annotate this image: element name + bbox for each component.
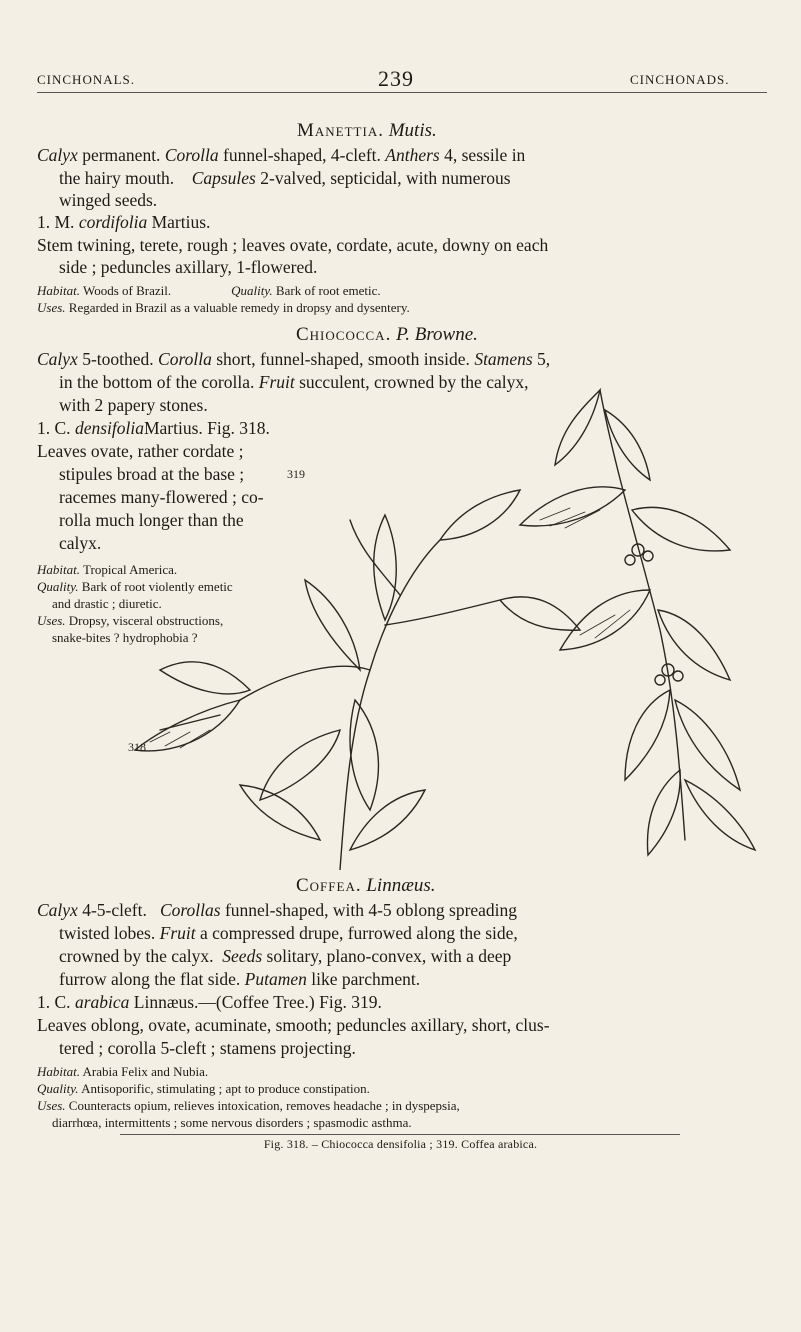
genus-author: Linnæus. xyxy=(366,875,436,896)
manettia-line-1: Calyx permanent. Corolla funnel-shaped, 4-cleft. Anthers 4, sessile in xyxy=(37,145,526,165)
figure-caption: Fig. 318. – Chiococca densifolia ; 319. Coffea arabica. xyxy=(263,1137,538,1151)
genus-name: Manettia. xyxy=(297,120,384,141)
header-rule xyxy=(37,92,767,93)
chiococca-line-1: Calyx 5-toothed. Corolla short, funnel-shaped, smooth inside. Stamens 5, xyxy=(37,349,551,369)
genus-heading-coffea xyxy=(296,875,436,897)
coffea-desc-1: Leaves oblong, ovate, acuminate, smooth; peduncles axillary, short, clus- xyxy=(37,1015,550,1035)
manettia-desc-1: Stem twining, terete, rough ; leaves ovate, cordate, acute, downy on each xyxy=(37,235,549,255)
chiococca-desc-4: rolla much longer than the xyxy=(59,510,244,530)
manettia-desc-2: side ; peduncles axillary, 1-flowered. xyxy=(59,257,318,277)
coffea-uses: Uses. Counteracts opium, relieves intoxication, removes headache ; in dyspepsia, xyxy=(37,1098,460,1113)
genus-author: Mutis. xyxy=(388,120,437,141)
manettia-habitat: Habitat. Woods of Brazil. Quality. Bark of root emetic. xyxy=(37,283,381,298)
coffea-desc-2: tered ; corolla 5-cleft ; stamens projecting. xyxy=(59,1038,356,1058)
manettia-uses: Uses. Regarded in Brazil as a valuable remedy in dropsy and dysentery. xyxy=(37,300,410,315)
coffea-quality: Quality. Antisoporific, stimulating ; apt to produce constipation. xyxy=(37,1081,370,1096)
genus-author: P. Browne. xyxy=(396,324,478,345)
genus-heading-chiococca xyxy=(296,324,478,346)
running-head-left: CINCHONALS. xyxy=(37,72,136,87)
coffea-species: 1. C. arabica Linnæus.—(Coffee Tree.) Fig. 319. xyxy=(37,992,382,1012)
genus-name: Coffea. xyxy=(296,875,362,896)
stem-318 xyxy=(340,540,440,870)
botanical-illustration xyxy=(40,370,770,870)
stem-319 xyxy=(600,390,685,840)
footer-rule xyxy=(120,1134,680,1135)
genus-heading-manettia xyxy=(297,120,437,142)
running-head-right: CINCHONADS. xyxy=(630,72,730,87)
manettia-line-3: winged seeds. xyxy=(59,190,158,210)
chiococca-uses-2: snake-bites ? hydrophobia ? xyxy=(52,630,198,645)
coffea-line-1: Calyx 4-5-cleft. Corollas funnel-shaped, with 4-5 oblong spreading xyxy=(37,900,518,920)
chiococca-desc-2: stipules broad at the base ; xyxy=(59,464,245,484)
manettia-line-2: the hairy mouth. Capsules 2-valved, septicidal, with numerous xyxy=(59,168,511,188)
chiococca-habitat: Habitat. Tropical America. xyxy=(37,562,178,577)
chiococca-desc-1: Leaves ovate, rather cordate ; xyxy=(37,441,244,461)
chiococca-uses: Uses. Dropsy, visceral obstructions, xyxy=(37,613,224,628)
coffea-habitat: Habitat. Arabia Felix and Nubia. xyxy=(37,1064,209,1079)
chiococca-species: 1. C. densifoliaMartius. Fig. 318. xyxy=(37,418,270,438)
chiococca-quality: Quality. Bark of root violently emetic xyxy=(37,579,233,594)
coffea-uses-2: diarrhœa, intermittents ; some nervous disorders ; spasmodic asthma. xyxy=(52,1115,412,1130)
coffea-line-4: furrow along the flat side. Putamen like parchment. xyxy=(59,969,421,989)
chiococca-quality-2: and drastic ; diuretic. xyxy=(52,596,162,611)
figure-label-318: 318 xyxy=(128,740,146,754)
coffea-line-3: crowned by the calyx. Seeds solitary, plano-convex, with a deep xyxy=(59,946,512,966)
manettia-species: 1. M. cordifolia Martius. xyxy=(37,212,211,232)
chiococca-line-2: in the bottom of the corolla. Fruit succulent, crowned by the calyx, xyxy=(59,372,529,392)
chiococca-desc-5: calyx. xyxy=(59,533,102,553)
chiococca-desc-3: racemes many-flowered ; co- xyxy=(59,487,264,507)
genus-name: Chiococca. xyxy=(296,324,392,345)
figure-label-319: 319 xyxy=(287,467,305,481)
page-number: 239 xyxy=(378,66,414,91)
coffea-line-2: twisted lobes. Fruit a compressed drupe, furrowed along the side, xyxy=(59,923,518,943)
chiococca-line-3: with 2 papery stones. xyxy=(59,395,208,415)
